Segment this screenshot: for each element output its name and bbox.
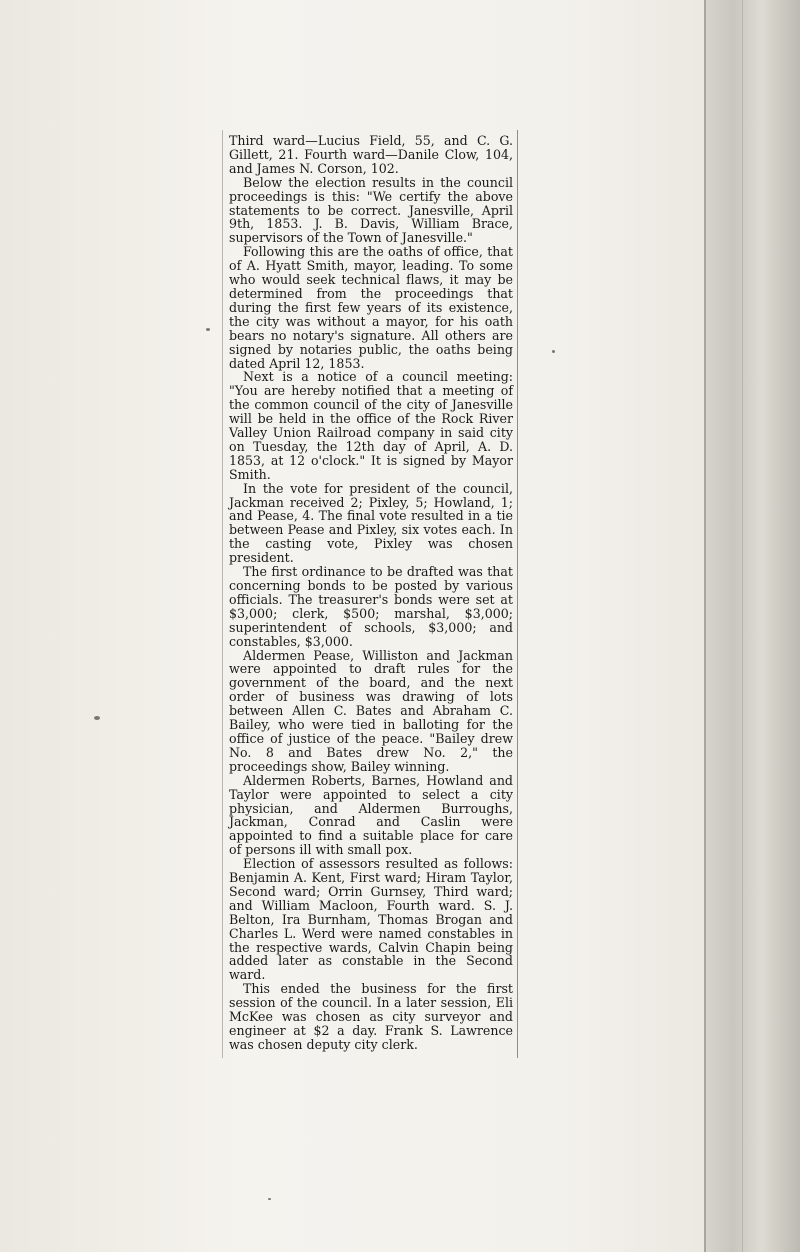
article-paragraph: Below the election results in the council proceedings is this: "We certify the above statements to be correct. Janesville, April 9th, 1853. J. B. Davis, William Brace, supervisors of the Town of Janesville." <box>229 174 513 246</box>
dust-speck <box>268 1198 271 1200</box>
newspaper-clipping <box>222 130 518 1058</box>
page-fold-line <box>704 0 706 1252</box>
article-paragraph: Aldermen Pease, Williston and Jackman were appointed to draft rules for the government of the board, and the next order of business was drawing of lots between Allen C. Bates and Abraham C. Bailey, who were tied in balloting for the office of justice of the peace. "Bailey drew No. 8 and Bates drew No. 2," the proceedings show, Bailey winning. <box>229 647 513 774</box>
article-paragraph: Election of assessors resulted as follows: Benjamin A. Kent, First ward; Hiram Taylor, Second ward; Orrin Gurnsey, Third ward; and William Macloon, Fourth ward. S. J. Belton, Ira Burnham, Thomas Brogan and Charles L. Werd were named constables in the respective wards, Calvin Chapin being added later as constable in the Second ward. <box>229 856 513 983</box>
article-paragraph: Next is a notice of a council meeting: "You are hereby notified that a meeting of the common council of the city of Janesville will be held in the office of the Rock River Valley Union Railroad company in said city on Tuesday, the 12th day of April, A. D. 1853, at 12 o'clock." It is signed by Mayor Smith. <box>229 369 513 482</box>
page-fold-line <box>742 0 743 1252</box>
article-paragraph: The first ordinance to be drafted was that concerning bonds to be posted by various officials. The treasurer's bonds were set at $3,000; clerk, $500; marshal, $3,000; superintendent of schools, $3,000; and constables, $3,000. <box>229 564 513 649</box>
dust-speck <box>552 350 555 353</box>
article-paragraph: Third ward—Lucius Field, 55, and C. G. Gillett, 21. Fourth ward—Danile Clow, 104, and James N. Corson, 102. <box>229 133 513 176</box>
page-edge-shadow <box>704 0 800 1252</box>
article-paragraph: Aldermen Roberts, Barnes, Howland and Taylor were appointed to select a city physician, and Aldermen Burroughs, Jackman, Conrad and Caslin were appointed to find a suitable place for care of persons ill with small pox. <box>229 772 513 858</box>
article-paragraph: Following this are the oaths of office, that of A. Hyatt Smith, mayor, leading. To some who would seek technical flaws, it may be determined from the proceedings that during the first few years of its existence, the city was without a mayor, for his oath bears no notary's signature. All others are signed by notaries public, the oaths being dated April 12, 1853. <box>229 244 513 371</box>
dust-speck <box>206 328 210 331</box>
article-paragraph: In the vote for president of the council, Jackman received 2; Pixley, 5; Howland, 1; and Pease, 4. The final vote resulted in a tie between Pease and Pixley, six votes each. In the casting vote, Pixley was chosen president. <box>229 480 513 566</box>
dust-speck <box>94 716 100 720</box>
article-paragraph: This ended the business for the first session of the council. In a later session, Eli McKee was chosen as city surveyor and engineer at $2 a day. Frank S. Lawrence was chosen deputy city clerk. <box>229 981 513 1052</box>
